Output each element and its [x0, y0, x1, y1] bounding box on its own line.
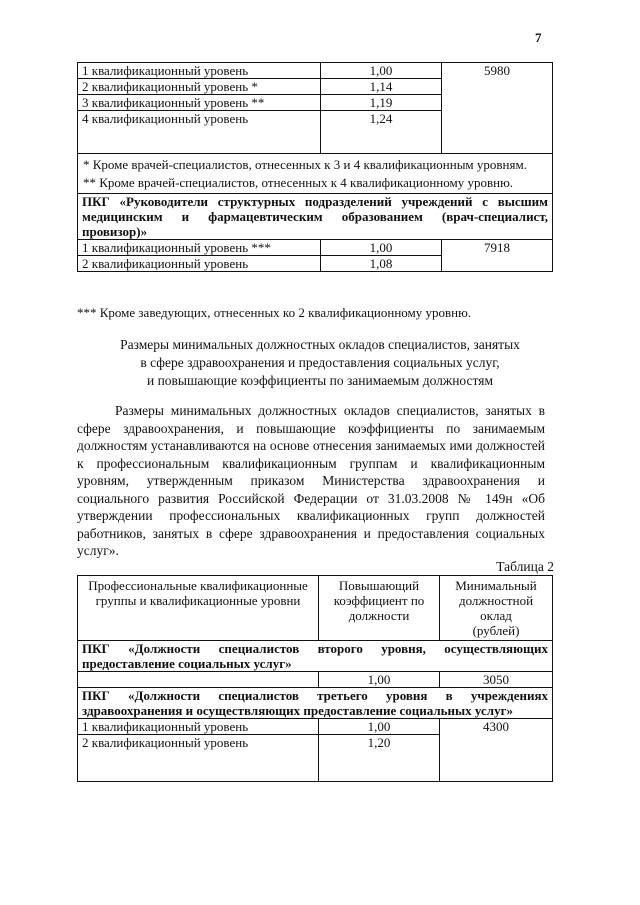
coefficient-cell: 1,00 [321, 63, 442, 79]
note-1: * Кроме врачей-специалистов, отнесенных к 3 и 4 квалификационным уровням. [83, 157, 527, 172]
level-cell: 2 квалификационный уровень * [78, 79, 321, 95]
heading-line: в сфере здравоохранения и предоставления социальных услуг, [140, 355, 500, 370]
coefficient-cell: 1,20 [319, 735, 440, 782]
level-cell: 2 квалификационный уровень [78, 256, 321, 272]
notes-cell [78, 154, 553, 194]
header-salary-label: Минимальный должностной оклад [455, 578, 537, 623]
header-cell-groups: Профессиональные квалификационные группы и квалификационные уровни [78, 576, 319, 641]
group-row [78, 194, 553, 240]
note-2: ** Кроме врачей-специалистов, отнесенных к 4 квалификационному уровню. [83, 175, 514, 190]
coefficient-cell: 1,24 [321, 111, 442, 154]
salary-cell: 4300 [440, 719, 553, 782]
body-paragraph: Размеры минимальных должностных окладов специалистов, занятых в сфере здравоохранения, и повышающие коэффициенты по занимаемым должностям устанавливаются на основе отнесения занимаемых ими должностей к профессиональным квалификационным группам и квалификационным уровням, утвержденным приказом Министерства здравоохранения и социального развития Российской Федерации от 31.03.2008 № 149н «Об утверждении профессиональных квалификационных групп должностей работников, занятых в сфере здравоохранения и предоставления социальных услуг». [77, 403, 545, 558]
level-cell: 1 квалификационный уровень *** [78, 240, 321, 256]
salary-cell: 3050 [440, 672, 553, 688]
heading-line: и повышающие коэффициенты по занимаемым должностям [146, 373, 493, 388]
header-row [78, 576, 553, 641]
header-cell-salary [440, 576, 553, 641]
group-row [78, 641, 553, 672]
level-cell: 1 квалификационный уровень [78, 719, 319, 735]
group-title: ПКГ «Руководители структурных подразделений учреждений с высшим медицинским и фармацевтическим образованием (врач-специалист, провизор)» [78, 194, 553, 240]
coefficient-cell: 1,00 [321, 240, 442, 256]
table-row [78, 719, 553, 735]
salary-table-1 [77, 62, 553, 272]
header-salary-unit: (рублей) [472, 623, 520, 638]
heading-line: Размеры минимальных должностных окладов специалистов, занятых [120, 337, 520, 352]
level-cell: 1 квалификационный уровень [78, 63, 321, 79]
level-cell: 3 квалификационный уровень ** [78, 95, 321, 111]
table-caption: Таблица 2 [496, 559, 554, 574]
salary-cell: 7918 [442, 240, 553, 272]
table-row [78, 672, 553, 688]
coefficient-cell: 1,14 [321, 79, 442, 95]
table-row [78, 63, 553, 79]
coefficient-cell: 1,00 [319, 672, 440, 688]
salary-table-2 [77, 575, 553, 782]
coefficient-cell: 1,00 [319, 719, 440, 735]
header-cell-coefficient: Повышающий коэффициент по должности [319, 576, 440, 641]
table-row [78, 240, 553, 256]
coefficient-cell: 1,08 [321, 256, 442, 272]
group-title: ПКГ «Должности специалистов третьего уровня в учреждениях здравоохранения и осуществляющих предоставление социальных услуг» [78, 688, 553, 719]
notes-row [78, 154, 553, 194]
page-number: 7 [535, 30, 542, 45]
level-cell [78, 672, 319, 688]
footnote: *** Кроме заведующих, отнесенных ко 2 квалификационному уровню. [77, 305, 472, 320]
salary-cell: 5980 [442, 63, 553, 154]
group-title: ПКГ «Должности специалистов второго уровня, осуществляющих предоставление социальных услуг» [78, 641, 553, 672]
level-cell: 2 квалификационный уровень [78, 735, 319, 782]
section-heading [90, 336, 550, 390]
group-row [78, 688, 553, 719]
level-cell: 4 квалификационный уровень [78, 111, 321, 154]
coefficient-cell: 1,19 [321, 95, 442, 111]
